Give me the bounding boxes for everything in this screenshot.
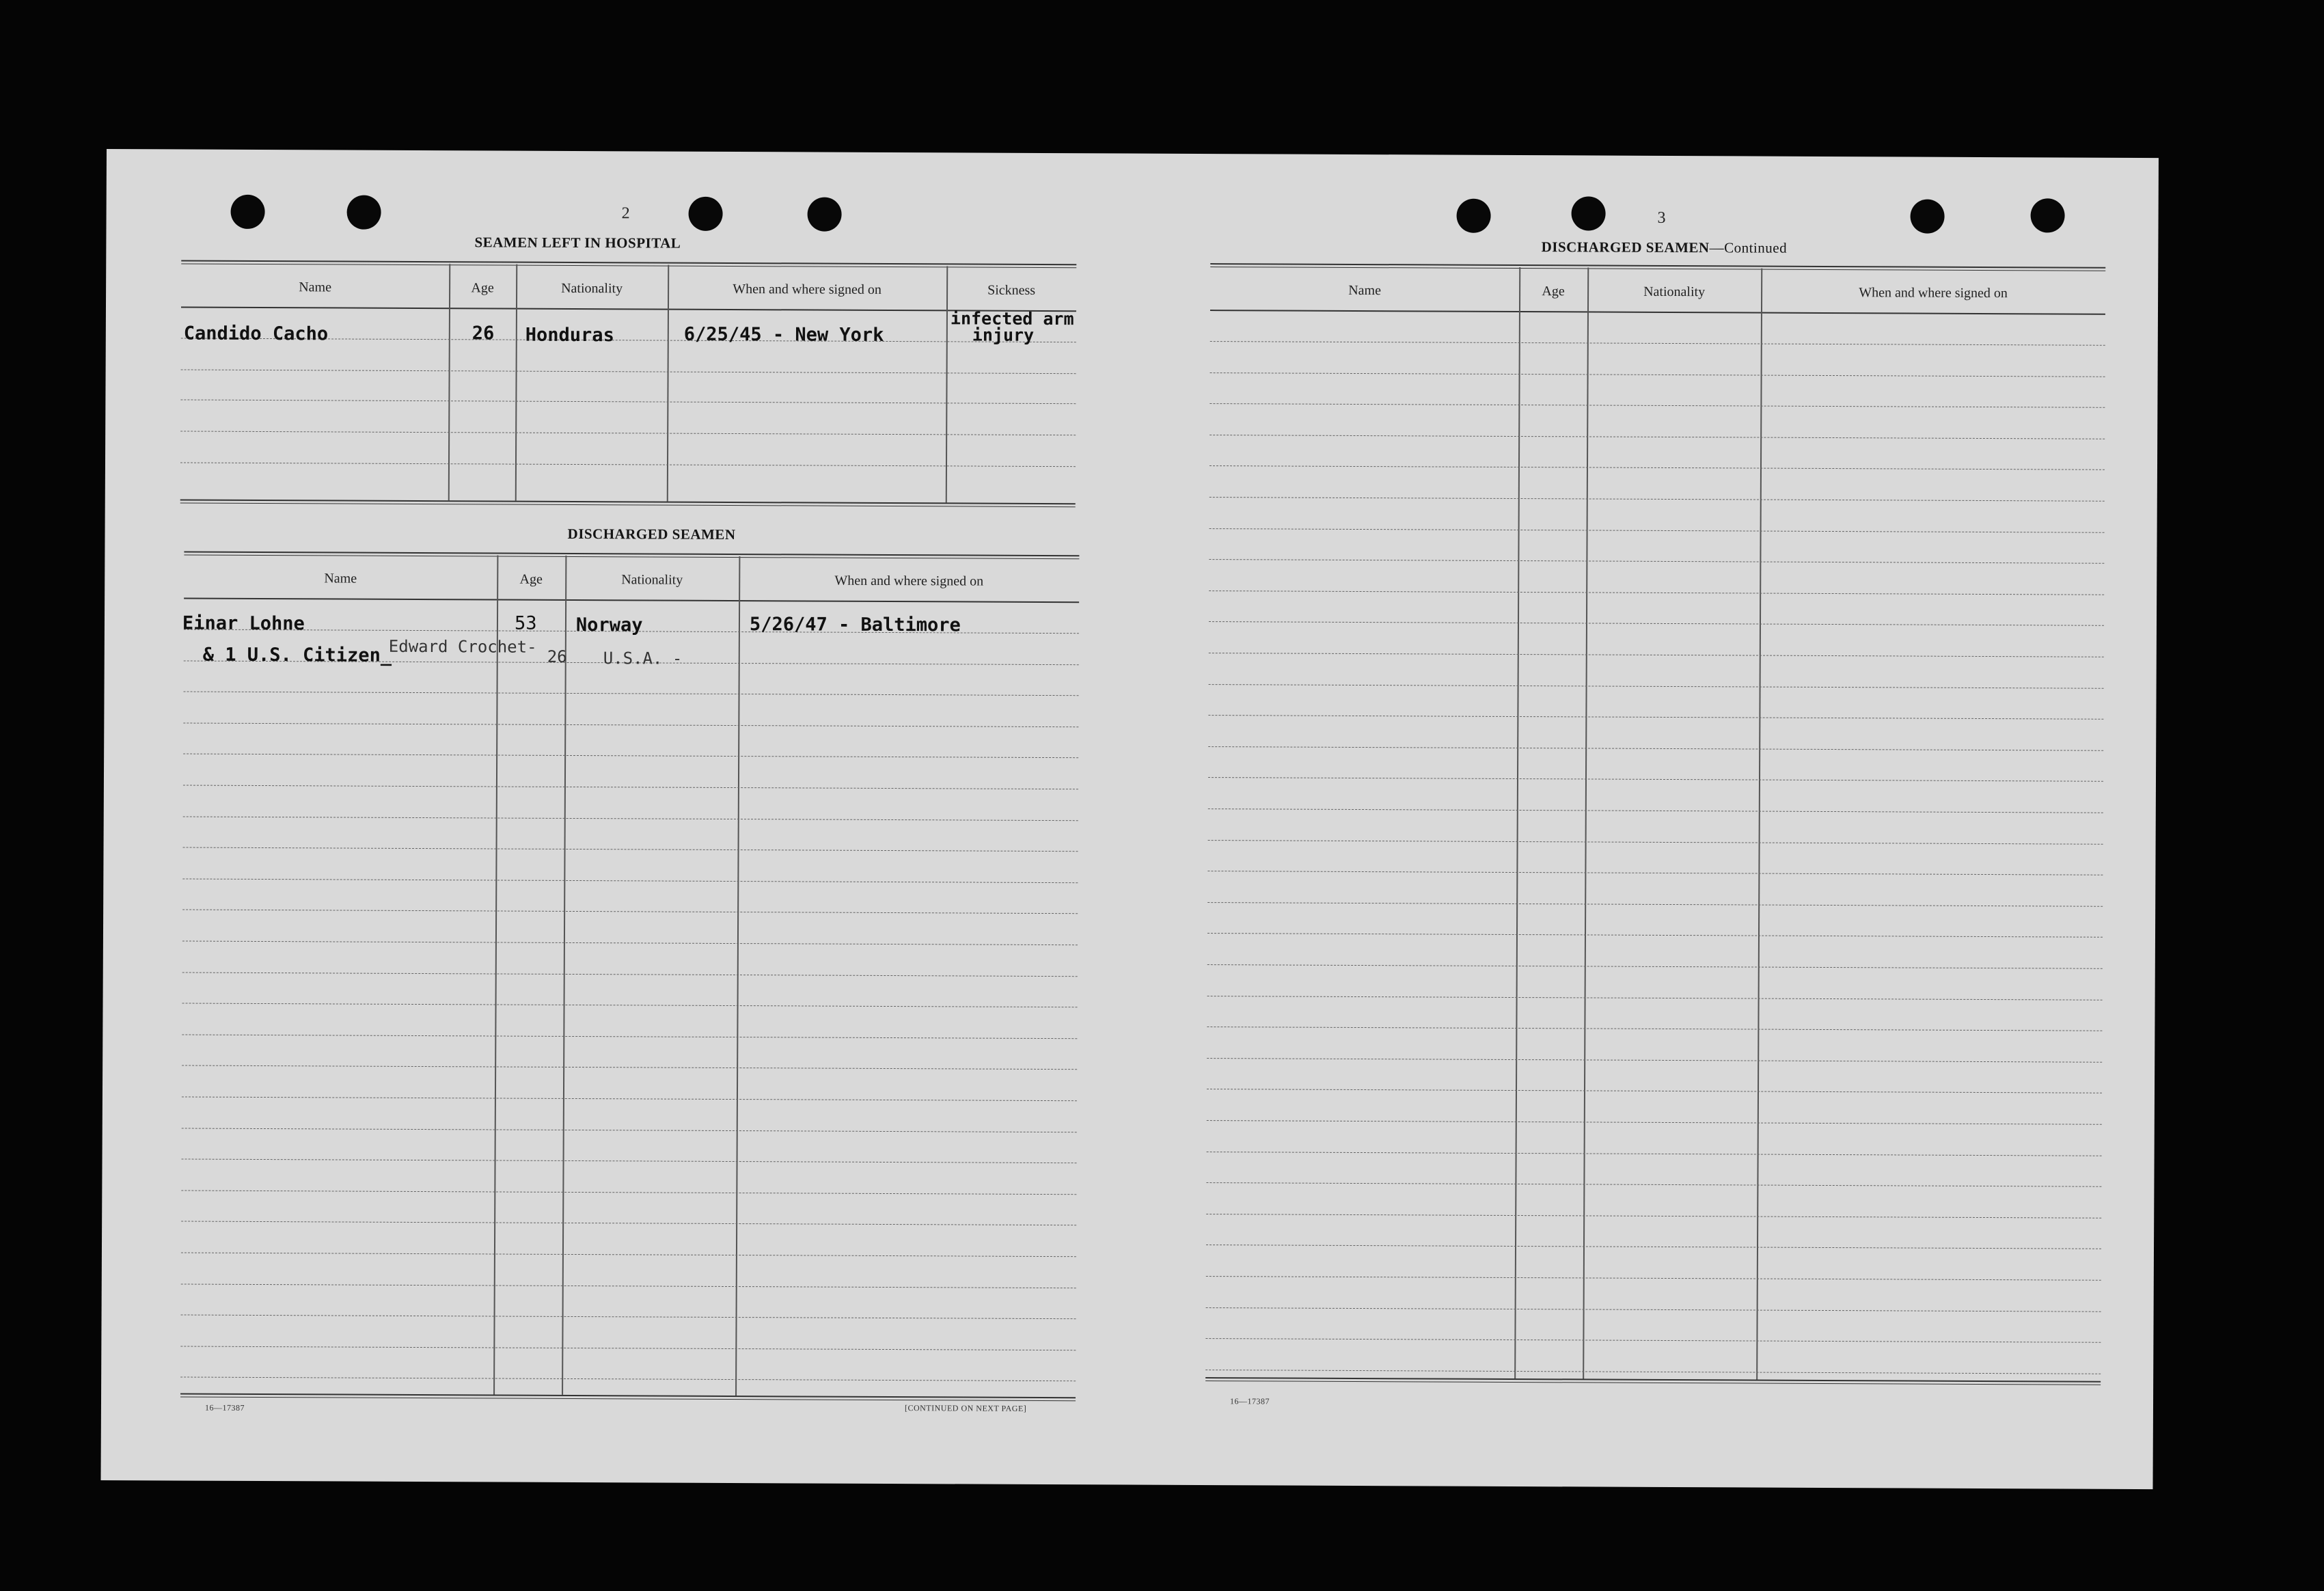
ruled-line — [180, 462, 1076, 467]
discharged-citizen-age: 26 — [547, 647, 567, 666]
discharged-continued-title — [1418, 238, 1910, 257]
page-number-left: 2 — [621, 204, 630, 223]
hospital-sickness-value-line1: infected arm — [950, 308, 1074, 329]
column-divider — [515, 264, 518, 501]
ruled-line — [1210, 372, 2105, 377]
ruled-line — [1206, 1214, 2101, 1219]
header-name: Name — [1348, 282, 1382, 299]
punch-hole — [2030, 198, 2064, 232]
ruled-line — [1207, 933, 2103, 938]
discharged-nationality-value: Norway — [575, 614, 643, 636]
header-rule — [1210, 310, 2105, 315]
ruled-line — [1209, 559, 2104, 564]
ruled-line — [1209, 528, 2105, 533]
column-divider — [448, 264, 451, 500]
column-divider — [735, 556, 740, 1396]
ruled-line — [181, 1315, 1076, 1320]
table-bottom-rule — [180, 1393, 1076, 1401]
ruled-line — [182, 1096, 1077, 1101]
ruled-line — [183, 847, 1078, 852]
ruled-line — [1209, 465, 2105, 470]
ruled-line — [184, 692, 1079, 696]
ruled-line — [1207, 1089, 2102, 1093]
punch-hole — [1456, 199, 1490, 233]
ruled-line — [1209, 590, 2104, 595]
column-divider — [1756, 269, 1762, 1380]
ruled-line — [181, 369, 1076, 374]
header-age: Age — [519, 571, 543, 587]
ruled-line — [182, 1128, 1077, 1132]
ruled-line — [1209, 684, 2104, 689]
ruled-line — [1207, 1152, 2102, 1156]
punch-hole — [1910, 200, 1944, 234]
table-top-rule — [181, 260, 1076, 268]
ruled-line — [1208, 777, 2103, 782]
table-bottom-rule — [180, 499, 1076, 507]
table-bottom-rule — [1205, 1377, 2101, 1385]
ruled-line — [1208, 840, 2103, 845]
ruled-line — [1208, 808, 2103, 813]
header-name: Name — [299, 280, 332, 295]
ruled-line — [182, 1034, 1077, 1039]
header-nationality: Nationality — [621, 572, 683, 588]
ruled-line — [1207, 871, 2103, 875]
ruled-line — [182, 972, 1078, 977]
ruled-line — [1209, 435, 2105, 439]
header-nationality: Nationality — [561, 280, 623, 297]
document-sheet — [101, 149, 2159, 1489]
hospital-age-value: 26 — [471, 323, 495, 344]
discharged-table — [180, 552, 1079, 1403]
title-continued: —Continued — [1709, 239, 1788, 256]
discharged-name-value: Einar Lohne — [182, 612, 305, 635]
column-divider — [493, 555, 498, 1394]
discharged-citizen-nationality: U.S.A. - — [603, 649, 683, 668]
ruled-line — [180, 1346, 1076, 1350]
ruled-line — [183, 722, 1078, 727]
title-main: DISCHARGED SEAMEN — [1541, 239, 1710, 256]
punch-hole — [688, 197, 722, 231]
ruled-line — [1206, 1307, 2101, 1312]
ruled-line — [183, 785, 1078, 789]
discharged-age-value: 53 — [514, 612, 537, 634]
ruled-line — [183, 816, 1078, 821]
punch-hole — [1571, 196, 1605, 230]
header-rule — [181, 306, 1076, 312]
ruled-line — [1205, 1338, 2101, 1343]
ruled-line — [1209, 653, 2104, 657]
discharged-section-title: DISCHARGED SEAMEN — [567, 525, 736, 543]
header-signed-on: When and where signed on — [834, 573, 984, 589]
ruled-line — [1206, 1182, 2101, 1187]
header-age: Age — [471, 280, 494, 296]
header-nationality: Nationality — [1643, 284, 1706, 300]
ruled-line — [183, 754, 1078, 759]
hospital-nationality-value: Honduras — [525, 324, 614, 346]
punch-hole — [346, 195, 381, 230]
ruled-line — [1207, 902, 2103, 907]
ruled-line — [182, 1003, 1078, 1008]
ruled-line — [1205, 1370, 2101, 1374]
column-divider — [1514, 267, 1520, 1378]
ruled-line — [1208, 715, 2103, 720]
hospital-sickness-value-line2: injury — [972, 325, 1035, 345]
ruled-line — [1209, 497, 2105, 502]
header-signed-on: When and where signed on — [1859, 285, 2008, 301]
ruled-line — [1209, 621, 2104, 626]
ruled-line — [1210, 341, 2105, 346]
ruled-line — [1209, 403, 2105, 408]
page-number-right: 3 — [1657, 208, 1666, 227]
header-rule — [184, 597, 1079, 603]
ruled-line — [1208, 746, 2103, 751]
continued-note: [CONTINUED ON NEXT PAGE] — [904, 1403, 1027, 1413]
ruled-line — [1207, 996, 2103, 1001]
ruled-line — [182, 940, 1078, 945]
ruled-line — [180, 431, 1076, 435]
ruled-line — [1207, 1120, 2102, 1125]
hospital-name-value: Candido Cacho — [183, 323, 329, 345]
punch-hole — [807, 197, 841, 231]
form-number-right: 16—17387 — [1229, 1396, 1270, 1406]
ruled-line — [181, 1283, 1076, 1288]
ruled-line — [182, 1065, 1077, 1070]
ruled-line — [1206, 1245, 2101, 1249]
hospital-section-title: SEAMEN LEFT IN HOSPITAL — [474, 234, 681, 251]
ruled-line — [181, 1221, 1076, 1226]
table-top-rule — [1210, 263, 2105, 271]
discharged-citizen-name: Edward Crochet- — [388, 636, 537, 657]
ruled-line — [180, 399, 1076, 404]
ruled-line — [1207, 1026, 2102, 1031]
table-top-rule — [184, 552, 1079, 560]
column-divider — [946, 266, 948, 502]
column-divider — [1583, 267, 1589, 1378]
ruled-line — [180, 1377, 1076, 1382]
discharged-continued-table — [1205, 263, 2105, 1388]
ruled-line — [1207, 1058, 2102, 1063]
ruled-line — [1206, 1276, 2101, 1281]
column-divider — [667, 265, 670, 502]
discharged-signed-on-value: 5/26/47 - Baltimore — [749, 614, 961, 636]
punch-hole — [230, 195, 264, 229]
header-name: Name — [324, 571, 357, 586]
ruled-line — [182, 1159, 1077, 1164]
ruled-line — [1207, 964, 2103, 969]
header-signed-on: When and where signed on — [733, 281, 882, 297]
ruled-line — [182, 910, 1078, 914]
discharged-citizen-prefix: & 1 U.S. Citizen_ — [202, 644, 392, 666]
header-sickness: Sickness — [987, 282, 1036, 298]
ruled-line — [181, 1190, 1076, 1195]
ruled-line — [181, 1252, 1076, 1257]
ruled-line — [182, 878, 1078, 883]
hospital-signed-on-value: 6/25/45 - New York — [683, 323, 884, 346]
header-age: Age — [1542, 284, 1565, 299]
hospital-table — [180, 260, 1077, 510]
column-divider — [562, 556, 566, 1395]
form-number-left: 16—17387 — [204, 1402, 245, 1413]
